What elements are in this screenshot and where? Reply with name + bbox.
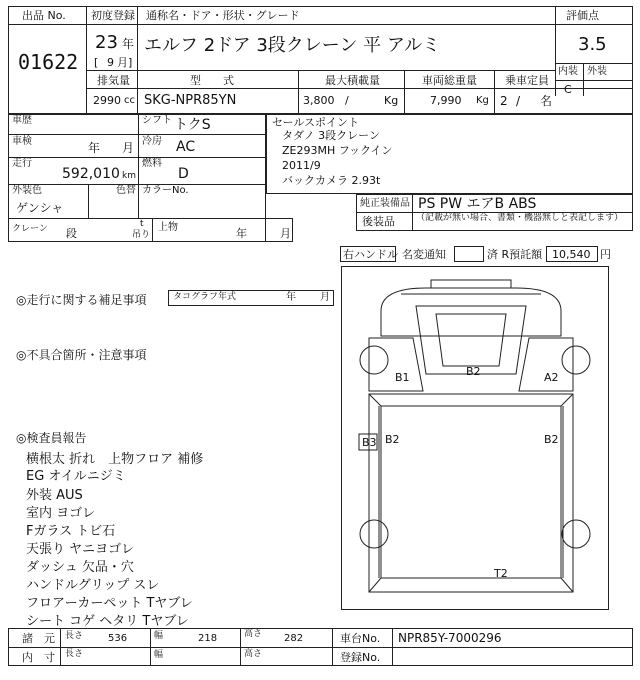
cargo-deck [369,394,573,592]
inner-dim-label: 内 寸 [22,651,55,664]
interior-grade: C [564,83,572,96]
interior-label: 内装 [558,66,578,77]
lot-number: 01622 [18,50,79,74]
aftermarket-label: 後装品 [362,215,395,228]
fuel-value: D [178,166,189,182]
genuine-equipment: PS PW エアB ABS [418,196,537,212]
tacho-label: タコグラフ年式 [173,292,237,302]
name-label: 通称名・ドア・形状・グレード [146,9,300,22]
driving-notes-title: ◎走行に関する補足事項 [16,293,147,307]
color-label: 外装色 [12,185,42,196]
mileage-label: 走行 [12,158,32,169]
sales-point-line: バックカメラ 2.93t [282,174,381,187]
rating-value: 3.5 [578,34,607,55]
front-left-wheel [360,346,388,374]
shift-label: シフト [142,115,172,126]
upper-label: 上物 [158,222,178,233]
mileage-value: 592,010 [62,166,120,182]
right-hand-label: 右ハンドル [343,248,398,261]
ac-label: 冷房 [142,136,162,147]
load-label: 最大積載量 [325,74,380,87]
front-right-wheel [562,346,590,374]
inspector-report-line: 天張り ヤニヨゴレ [26,542,135,557]
recycle-label: 済 R預託額 [487,248,543,261]
shift-value: トクS [174,117,211,133]
height-value: 282 [284,633,304,644]
year-unit: 年 [122,37,135,51]
recycle-value: 10,540 [552,248,591,261]
reg-label: 登録No. [340,651,381,664]
inspector-report-line: フロアーカーペット Tヤブレ [26,596,193,611]
specs-label: 諸 元 [22,632,55,645]
windshield [416,306,526,374]
defects-title: ◎不具合箇所・注意事項 [16,348,147,362]
first-reg-label: 初度登録 [91,9,135,22]
chassis-value: NPR85Y-7000296 [398,631,502,645]
damage-mark: A2 [544,371,559,384]
name-change-label: 名変通知 [402,248,446,261]
vehicle-name: エルフ 2ドア 3段クレーン 平 アルミ [144,35,441,56]
displacement-value: 2990 [93,94,121,107]
truck-diagram [341,266,609,610]
inspector-report-line: シート コゲ ヘタリ Tヤブレ [26,614,189,629]
gross-label: 車両総重量 [422,74,477,87]
sales-point-line: タダノ 3段クレーン [282,129,380,142]
damage-mark: B1 [395,371,410,384]
inspector-report-line: ハンドルグリップ スレ [26,578,160,593]
rating-label: 評価点 [566,9,599,22]
inspector-report-line: 外装 AUS [26,488,83,503]
capacity-value: 2 [500,94,508,108]
crane-label: クレーン [12,224,48,234]
rear-right-wheel [562,520,590,548]
color-no-label: カラーNo. [142,185,189,196]
inspector-report-line: ダッシュ 欠品・穴 [26,560,134,575]
damage-mark: T2 [494,567,508,580]
fuel-label: 燃料 [142,158,162,169]
chassis-label: 車台No. [340,632,381,645]
sales-points-title: セールスポイント [272,116,360,129]
inspector-report-line: EG オイルニジミ [26,469,126,484]
first-reg-month: 9 [107,56,114,69]
color-change-label: 色替 [116,185,136,196]
exterior-label: 外装 [587,66,607,77]
first-reg-year: 23 [95,32,118,53]
displacement-label: 排気量 [97,74,130,87]
genuine-label: 純正装備品 [360,198,410,209]
sales-point-line: 2011/9 [282,159,321,172]
width-value: 218 [198,633,218,644]
model-label: 型 式 [190,74,234,87]
inspection-label: 車検 [12,136,32,147]
color-value: ゲンシャ [16,201,64,215]
capacity-label: 乗車定員 [505,74,549,87]
history-label: 車歴 [12,115,32,126]
damage-mark: B3 [362,436,377,449]
inspector-report-line: Fガラス トビ石 [26,524,116,539]
cab-roof [381,288,561,336]
aftermarket-note: （記載が無い場合、書類・機器無しと表記します） [416,213,624,223]
inspector-report-line: 室内 ヨゴレ [26,506,96,521]
ac-value: AC [176,139,196,155]
load-value: 3,800 [303,94,335,107]
inspector-title: ◎検査員報告 [16,431,87,445]
length-value: 536 [108,633,128,644]
rear-left-wheel [360,520,388,548]
damage-mark: B2 [385,433,400,446]
model-value: SKG-NPR85YN [144,93,237,108]
lot-label: 出品 No. [22,9,66,22]
inspector-report-line: 横根太 折れ 上物フロア 補修 [26,452,204,467]
damage-mark: B2 [544,433,559,446]
damage-mark: B2 [466,365,481,378]
gross-value: 7,990 [430,94,462,107]
sales-point-line: ZE293MH フックイン [282,144,393,157]
